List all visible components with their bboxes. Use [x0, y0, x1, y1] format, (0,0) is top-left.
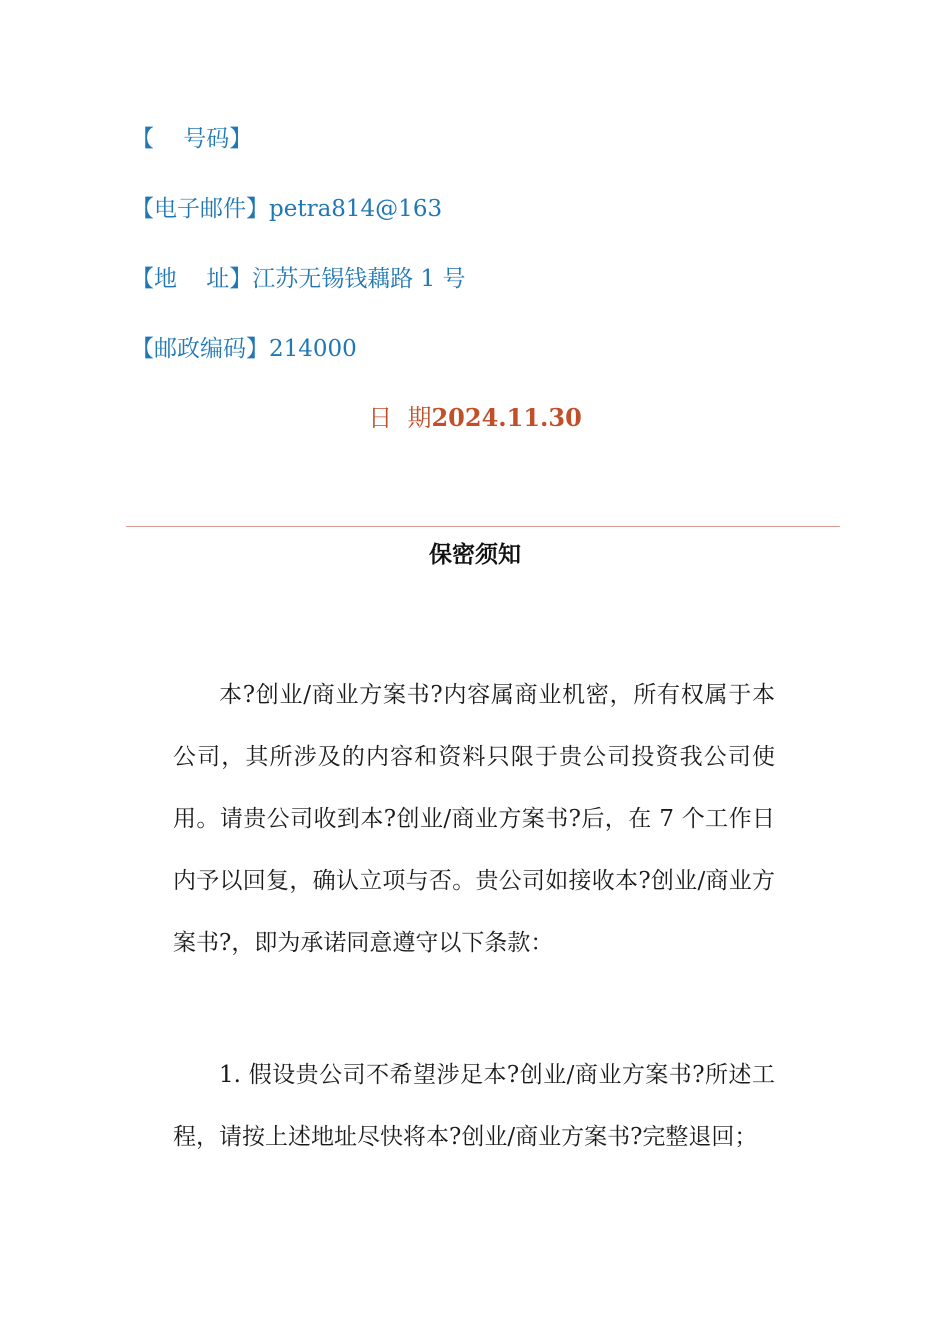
notice-title: 保密须知: [429, 541, 521, 568]
section-divider: [126, 526, 840, 527]
address-line: [131, 264, 466, 294]
date-label: 日 期: [368, 404, 432, 432]
address-label: 【地 址】: [131, 266, 253, 292]
postal-code-value: 214000: [269, 336, 357, 362]
phone-line: [131, 124, 252, 154]
phone-label: 【 号码】: [131, 126, 253, 152]
postal-code-line: [131, 334, 357, 364]
email-value: petra814@163: [269, 196, 443, 222]
notice-paragraph-intro: 本?创业/商业方案书?内容属商业机密，所有权属于本公司，其所涉及的内容和资料只限于贵公司投资我公司使用。请贵公司收到本?创业/商业方案书?后，在 7 个工作日内予以回复，确认立项与否。贵公司如接收本?创业/商业方案书?，即为承诺同意遵守以下条款：: [173, 682, 775, 956]
date-value: 2024.11.30: [431, 403, 582, 432]
address-value: 江苏无锡钱藕路 1 号: [252, 266, 466, 292]
notice-paragraph-clause-1: 1. 假设贵公司不希望涉足本?创业/商业方案书?所述工程，请按上述地址尽快将本?创业/商业方案书?完整退回；: [173, 1062, 775, 1150]
date-line: [0, 403, 950, 433]
email-line: [131, 194, 442, 224]
postal-code-label: 【邮政编码】: [131, 336, 269, 362]
email-label: 【电子邮件】: [131, 196, 269, 222]
